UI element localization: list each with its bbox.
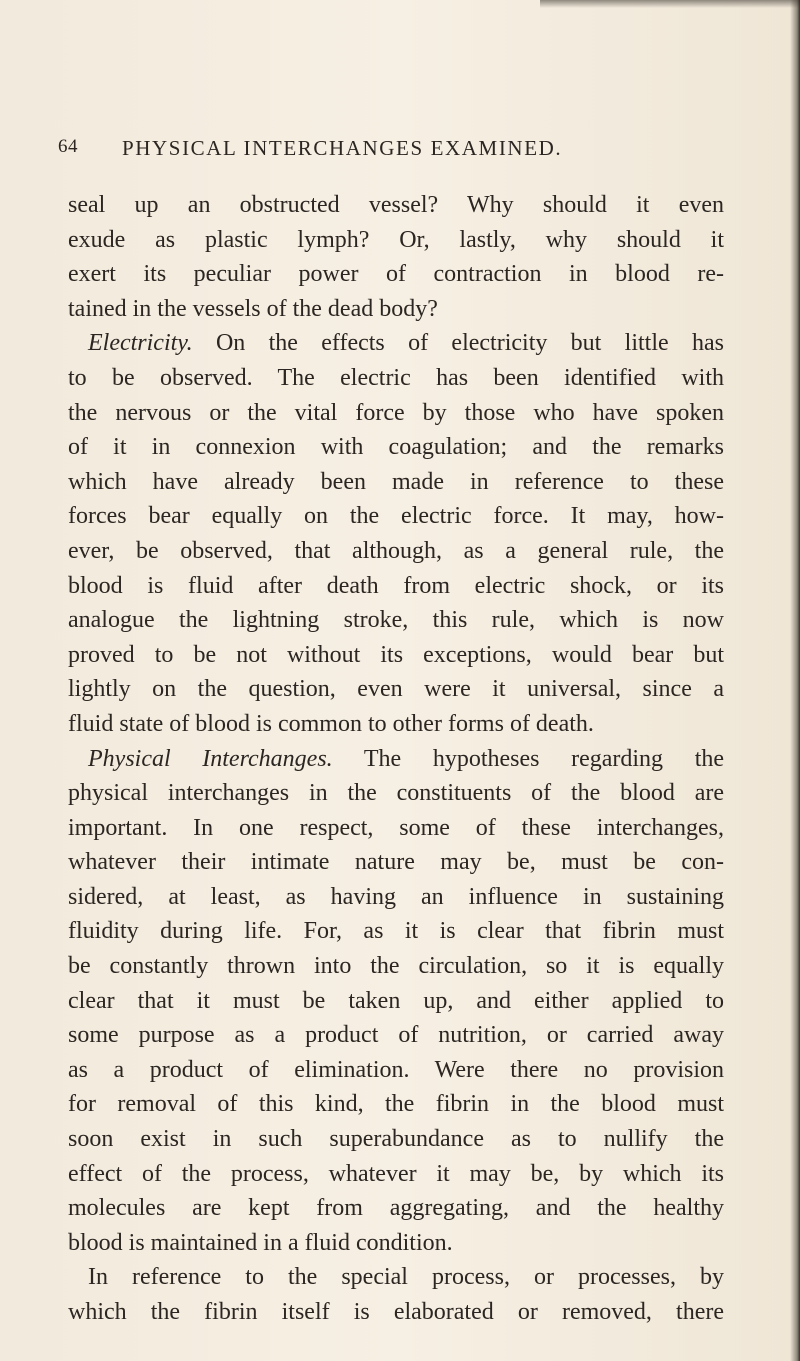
text-line: of it in connexion with coagulation; and the remarks xyxy=(68,434,724,461)
text-line: as a product of elimination. Were there no provision xyxy=(68,1056,724,1083)
page-header xyxy=(58,136,658,166)
text-line: analogue the lightning stroke, this rule, which is now xyxy=(68,607,724,634)
text-line: effect of the process, whatever it may be, by which its xyxy=(68,1160,724,1187)
text-line: In reference to the special process, or processes, by xyxy=(88,1264,724,1291)
text-line: which have already been made in reference to these xyxy=(68,468,724,495)
text-line: Physical Interchanges. The hypotheses regarding the xyxy=(88,745,725,772)
page-number: 64 xyxy=(58,136,78,157)
text-line: physical interchanges in the constituents of the blood are xyxy=(68,780,724,807)
section-heading-physical-interchanges: Physical Interchanges. xyxy=(88,745,333,772)
section-heading-electricity: Electricity. xyxy=(88,330,193,357)
text-line: important. In one respect, some of these interchanges, xyxy=(68,814,724,841)
text-line: some purpose as a product of nutrition, or carried away xyxy=(68,1022,724,1049)
page-edge-shadow-top xyxy=(540,0,800,8)
text-line: for removal of this kind, the fibrin in the blood must xyxy=(68,1091,724,1118)
text-line: blood is fluid after death from electric shock, or its xyxy=(68,572,724,599)
text-line: fluidity during life. For, as it is clear that fibrin must xyxy=(68,918,724,945)
text-line: fluid state of blood is common to other forms of death. xyxy=(68,710,594,737)
text-line: clear that it must be taken up, and either applied to xyxy=(68,987,724,1014)
text-line: molecules are kept from aggregating, and the healthy xyxy=(68,1195,724,1222)
text-line: soon exist in such superabundance as to nullify the xyxy=(68,1126,724,1153)
text-line: forces bear equally on the electric force. It may, how- xyxy=(68,503,724,530)
text-line: ever, be observed, that although, as a general rule, the xyxy=(68,537,724,564)
text-line: exude as plastic lymph? Or, lastly, why should it xyxy=(68,226,724,253)
running-head: PHYSICAL INTERCHANGES EXAMINED. xyxy=(122,136,563,160)
page-edge-shadow-right xyxy=(790,0,800,1361)
text-line: proved to be not without its exceptions, would bear but xyxy=(68,641,724,668)
text-line: whatever their intimate nature may be, must be con- xyxy=(68,849,724,876)
body-text xyxy=(68,188,724,1330)
text-line: to be observed. The electric has been identified with xyxy=(68,364,724,391)
text-line: Electricity. On the effects of electricity but little has xyxy=(88,330,724,357)
text-line: which the fibrin itself is elaborated or removed, there xyxy=(68,1299,724,1325)
text-line: exert its peculiar power of contraction in blood re- xyxy=(68,261,724,288)
text-line: the nervous or the vital force by those who have spoken xyxy=(68,399,724,426)
text-line: be constantly thrown into the circulation, so it is equally xyxy=(68,953,724,980)
text-line: sidered, at least, as having an influence in sustaining xyxy=(68,883,724,910)
text-line: tained in the vessels of the dead body? xyxy=(68,295,438,322)
text-line: seal up an obstructed vessel? Why should it even xyxy=(68,192,724,218)
text-line: lightly on the question, even were it universal, since a xyxy=(68,676,724,703)
text-line: blood is maintained in a fluid condition. xyxy=(68,1229,453,1256)
